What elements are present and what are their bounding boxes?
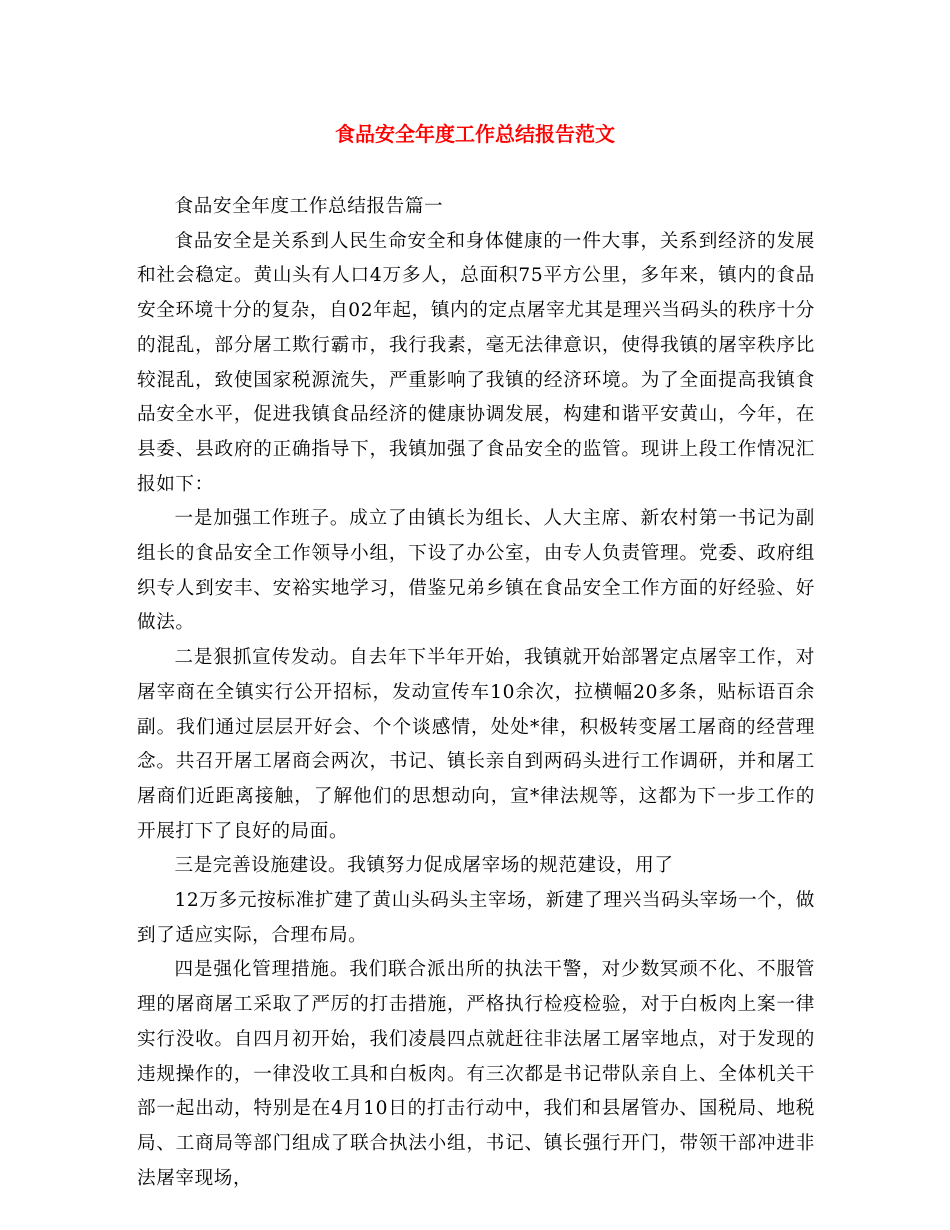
document-body [137,190,815,1196]
document-title: 食品安全年度工作总结报告范文 [335,122,615,146]
paragraph-work-team: 一是加强工作班子。成立了由镇长为组长、人大主席、新农村第一书记为副组长的食品安全工作领导小组，下设了办公室，由专人负责管理。党委、政府组织专人到安丰、安裕实地学习，借鉴兄弟乡镇在食品安全工作方面的好经验、好做法。 [137,508,815,634]
paragraph-intro: 食品安全是关系到人民生命安全和身体健康的一件大事，关系到经济的发展和社会稳定。黄山头有人口4万多人，总面积75平方公里，多年来，镇内的食品安全环境十分的复杂，自02年起，镇内的定点屠宰尤其是理兴当码头的秩序十分的混乱，部分屠工欺行霸市，我行我素，毫无法律意识，使得我镇的屠宰秩序比较混乱，致使国家税源流失，严重影响了我镇的经济环境。为了全面提高我镇食品安全水平，促进我镇食品经济的健康协调发展，构建和谐平安黄山，今年，在县委、县政府的正确指导下，我镇加强了食品安全的监管。现讲上段工作情况汇报如下： [137,230,815,495]
paragraph-facilities: 三是完善设施建设。我镇努力促成屠宰场的规范建设，用了 [174,855,674,877]
paragraph-management: 四是强化管理措施。我们联合派出所的执法干警，对少数冥顽不化、不服管理的屠商屠工采取了严厉的打击措施，严格执行检疫检验，对于白板肉上案一律实行没收。自四月初开始，我们凌晨四点就赶往非法屠工屠宰地点，对于发现的违规操作的，一律没收工具和白板肉。有三次都是书记带队亲自上、全体机关干部一起出动，特别是在4月10日的打击行动中，我们和县屠管办、国税局、地税局、工商局等部门组成了联合执法小组，书记、镇长强行开门，带领干部冲进非法屠宰现场， [137,959,815,1189]
section-heading: 食品安全年度工作总结报告篇一 [174,196,444,217]
paragraph-publicity: 二是狠抓宣传发动。自去年下半年开始，我镇就开始部署定点屠宰工作，对屠宰商在全镇实行公开招标，发动宣传车10余次，拉横幅20多条，贴标语百余副。我们通过层层开好会、个个谈感情，处处*律，积极转变屠工屠商的经营理念。共召开屠工屠商会两次，书记、镇长亲自到两码头进行工作调研，并和屠工屠商们近距离接触，了解他们的思想动向，宣*律法规等，这都为下一步工作的开展打下了良好的局面。 [137,647,815,842]
paragraph-facilities-continued: 12万多元按标准扩建了黄山头码头主宰场，新建了理兴当码头宰场一个，做到了适应实际，合理布局。 [137,890,815,946]
